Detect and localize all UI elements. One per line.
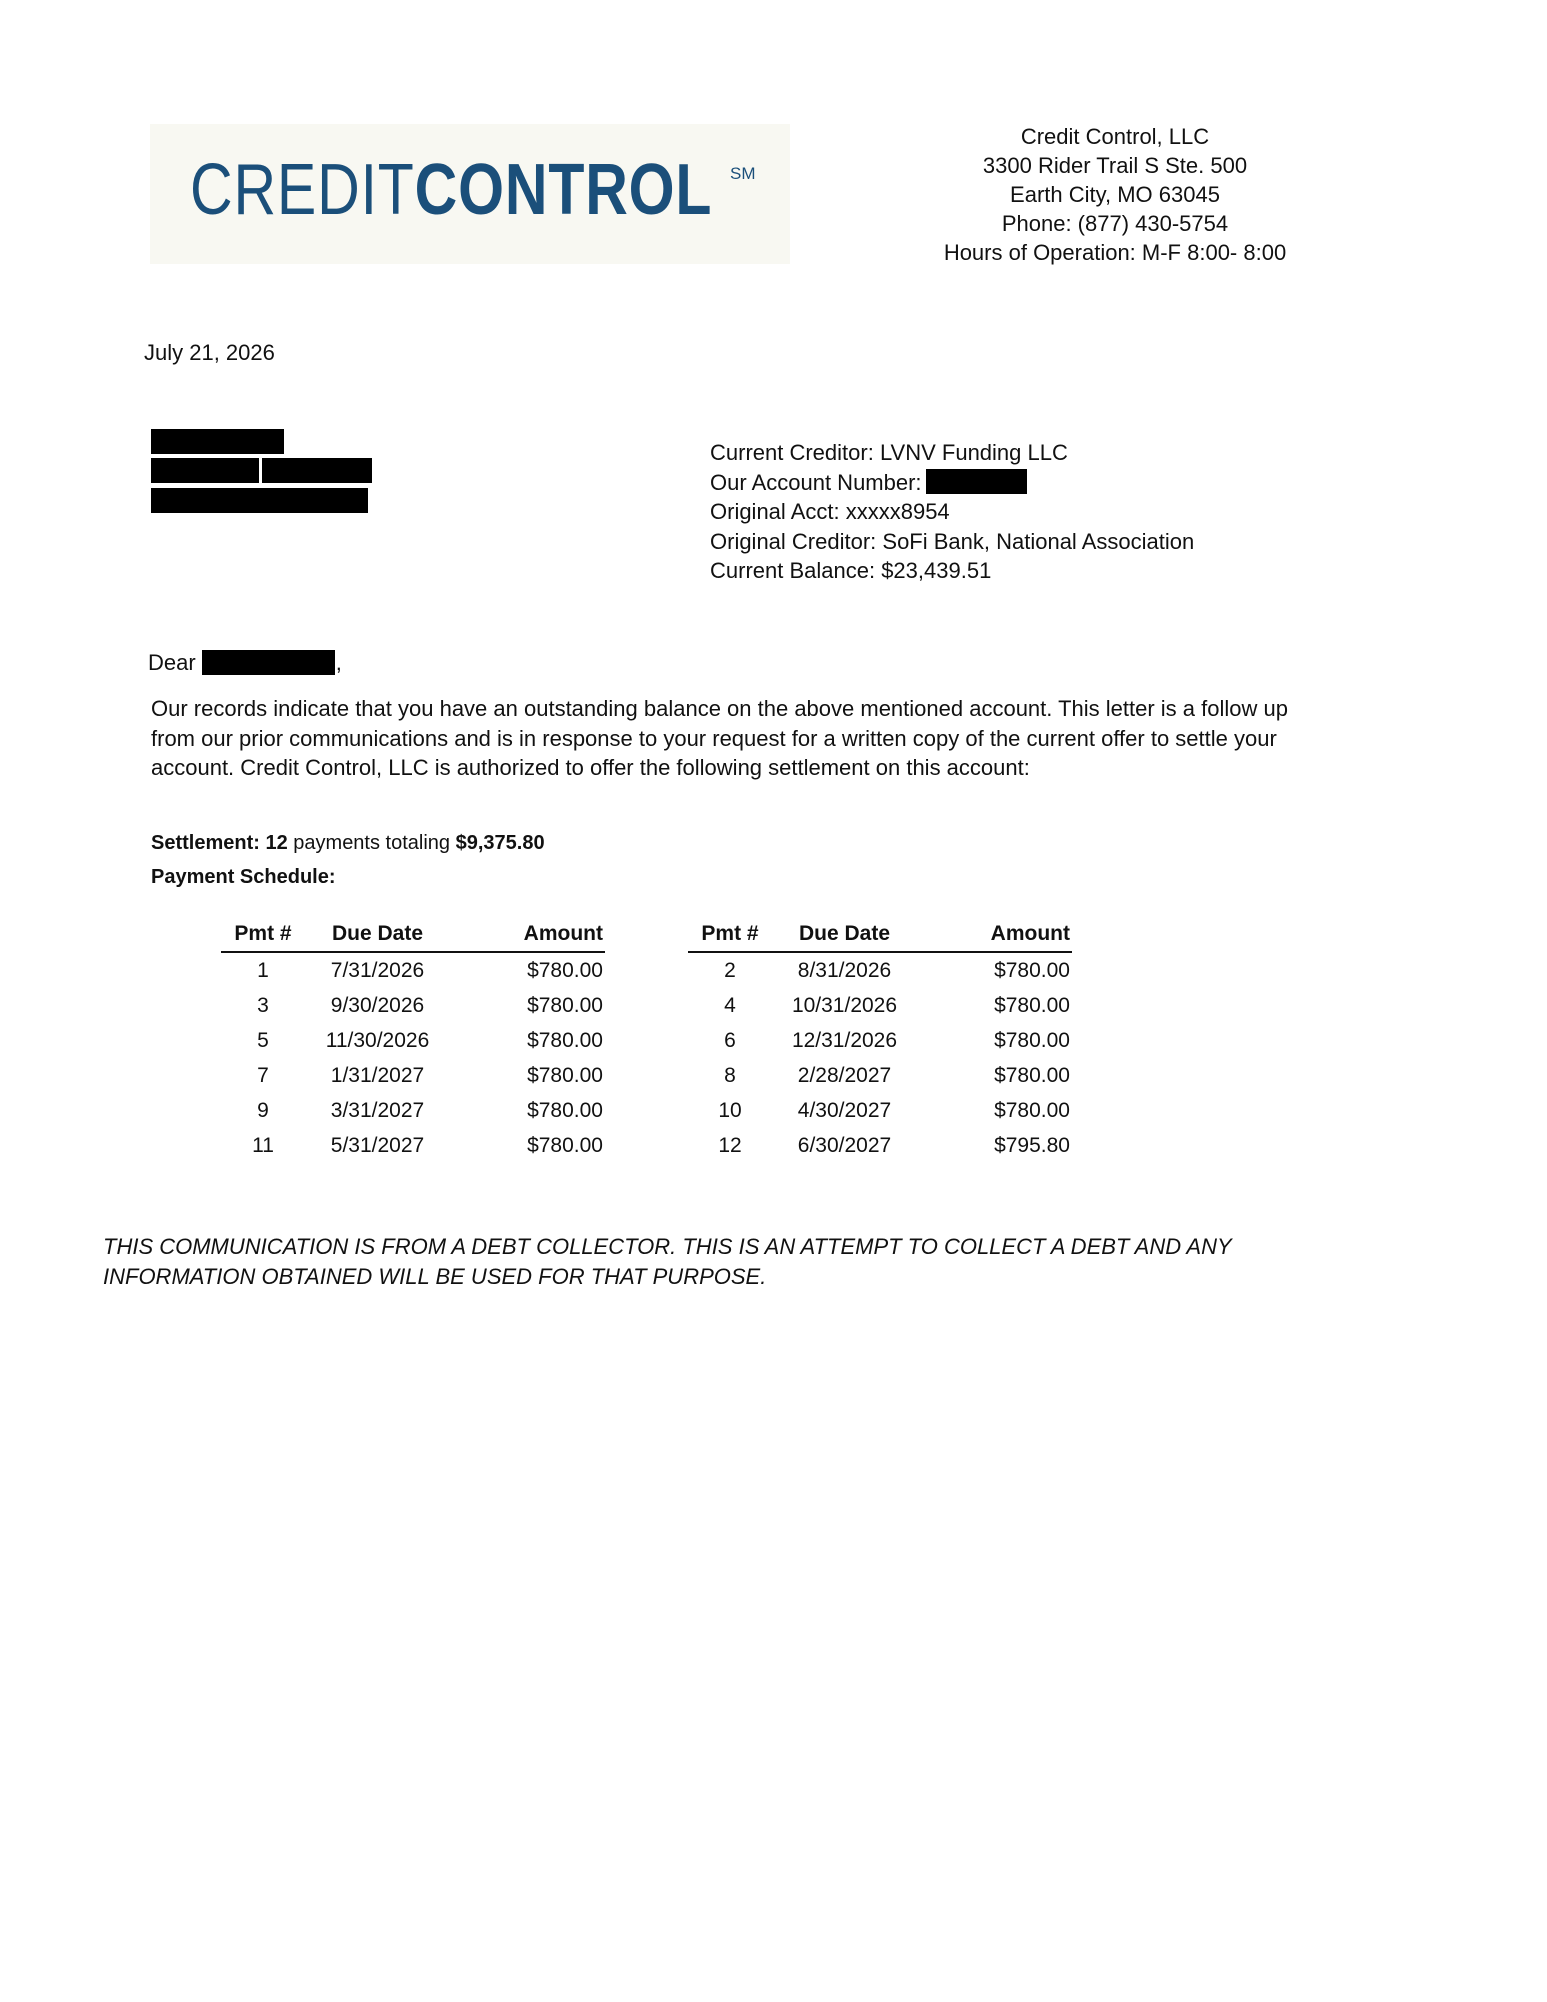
table-row: [221, 952, 605, 988]
table-row: [221, 1058, 605, 1093]
payment-schedule-title: Payment Schedule:: [151, 866, 336, 888]
header-pmt: Pmt #: [221, 917, 305, 952]
amount: $780.00: [994, 958, 1070, 982]
amount: $795.80: [994, 1133, 1070, 1157]
our-account-number-label: Our Account Number:: [710, 469, 922, 495]
table-row: [221, 1023, 605, 1058]
due-date: 10/31/2026: [791, 993, 898, 1017]
company-address-line2: Earth City, MO 63045: [1010, 182, 1220, 207]
due-date: 9/30/2026: [330, 993, 425, 1017]
redacted-recipient-street-b: [262, 458, 372, 483]
amount: $780.00: [527, 958, 603, 982]
due-date: 7/31/2026: [330, 958, 425, 982]
company-logo: [190, 150, 712, 230]
table-row: [221, 988, 605, 1023]
header-amount: Amount: [917, 917, 1072, 952]
table-row: [688, 988, 1072, 1023]
due-date: 8/31/2026: [797, 958, 892, 982]
redacted-recipient-city: [151, 488, 368, 513]
pmt-number: 1: [257, 958, 269, 982]
amount: $780.00: [527, 1063, 603, 1087]
header-pmt: Pmt #: [688, 917, 772, 952]
table-row: [221, 1093, 605, 1128]
current-balance: Current Balance: $23,439.51: [710, 558, 992, 583]
table-row: [688, 1093, 1072, 1128]
pmt-number: 9: [257, 1098, 269, 1122]
company-address-block: [900, 122, 1330, 267]
due-date: 11/30/2026: [325, 1028, 430, 1052]
company-phone: Phone: (877) 430-5754: [1001, 211, 1229, 236]
salutation-prefix: Dear: [148, 650, 196, 675]
settlement-label: Settlement:: [151, 832, 260, 854]
amount: $780.00: [527, 1098, 603, 1122]
header-amount: Amount: [450, 917, 605, 952]
company-address-line1: 3300 Rider Trail S Ste. 500: [982, 153, 1248, 178]
pmt-number: 8: [724, 1063, 736, 1087]
our-account-number: [710, 468, 1194, 498]
due-date: 1/31/2027: [330, 1063, 425, 1087]
amount: $780.00: [994, 1063, 1070, 1087]
letter-date: July 21, 2026: [144, 340, 275, 365]
service-mark: SM: [730, 164, 756, 183]
pmt-number: 5: [257, 1028, 269, 1052]
account-info-block: [710, 438, 1194, 586]
amount: $780.00: [527, 1133, 603, 1157]
pmt-number: 4: [724, 993, 736, 1017]
pmt-number: 11: [252, 1133, 274, 1157]
amount: $780.00: [527, 993, 603, 1017]
table-row: [688, 1058, 1072, 1093]
pmt-number: 10: [718, 1098, 742, 1122]
payment-schedule-table-right: [688, 917, 1072, 1163]
due-date: 12/31/2026: [791, 1028, 898, 1052]
amount: $780.00: [994, 1028, 1070, 1052]
settlement-middle-text: payments totaling: [293, 832, 451, 854]
logo-text-part1: CREDIT: [190, 150, 415, 230]
due-date: 5/31/2027: [330, 1133, 425, 1157]
table-row: [688, 1128, 1072, 1163]
original-creditor: Original Creditor: SoFi Bank, National Association: [710, 528, 1195, 554]
pmt-number: 2: [724, 958, 736, 982]
salutation: [148, 650, 342, 676]
pmt-number: 12: [718, 1133, 742, 1157]
table-header-row: [221, 917, 605, 952]
company-hours: Hours of Operation: M-F 8:00- 8:00: [943, 240, 1287, 265]
settlement-summary: [151, 832, 545, 855]
due-date: 6/30/2027: [797, 1133, 892, 1157]
current-creditor: Current Creditor: LVNV Funding LLC: [710, 440, 1068, 465]
redacted-recipient-name: [151, 429, 284, 454]
due-date: 4/30/2027: [797, 1098, 892, 1122]
original-account: Original Acct: xxxxx8954: [710, 499, 950, 524]
redacted-account-number: [926, 469, 1027, 494]
body-paragraph: Our records indicate that you have an outstanding balance on the above mentioned account. This letter is a follow up from our prior communications and is in response to your request for a written copy of the current offer to settle your account. Credit Control, LLC is authorized to offer the following settlement on this account:: [151, 696, 1288, 780]
amount: $780.00: [994, 993, 1070, 1017]
redacted-recipient-street-a: [151, 458, 259, 483]
salutation-suffix: ,: [335, 650, 342, 675]
table-row: [688, 1023, 1072, 1058]
payment-schedule-table-left: [221, 917, 605, 1163]
settlement-count: 12: [265, 832, 288, 854]
pmt-number: 3: [257, 993, 269, 1017]
amount: $780.00: [527, 1028, 603, 1052]
table-header-row: [688, 917, 1072, 952]
table-row: [221, 1128, 605, 1163]
company-name: Credit Control, LLC: [1020, 124, 1210, 149]
settlement-total: $9,375.80: [455, 832, 545, 854]
redacted-recipient-salutation-name: [202, 650, 335, 675]
header-due-date: Due Date: [772, 917, 917, 952]
due-date: 2/28/2027: [797, 1063, 892, 1087]
logo-text-part2: CONTROL: [414, 150, 713, 230]
table-row: [688, 952, 1072, 988]
due-date: 3/31/2027: [330, 1098, 425, 1122]
amount: $780.00: [994, 1098, 1070, 1122]
debt-collector-disclaimer: THIS COMMUNICATION IS FROM A DEBT COLLECTOR. THIS IS AN ATTEMPT TO COLLECT A DEBT AND ANY INFORMATION OBTAINED WILL BE USED FOR THAT PURPOSE.: [103, 1234, 1232, 1289]
header-due-date: Due Date: [305, 917, 450, 952]
pmt-number: 6: [724, 1028, 736, 1052]
pmt-number: 7: [257, 1063, 269, 1087]
